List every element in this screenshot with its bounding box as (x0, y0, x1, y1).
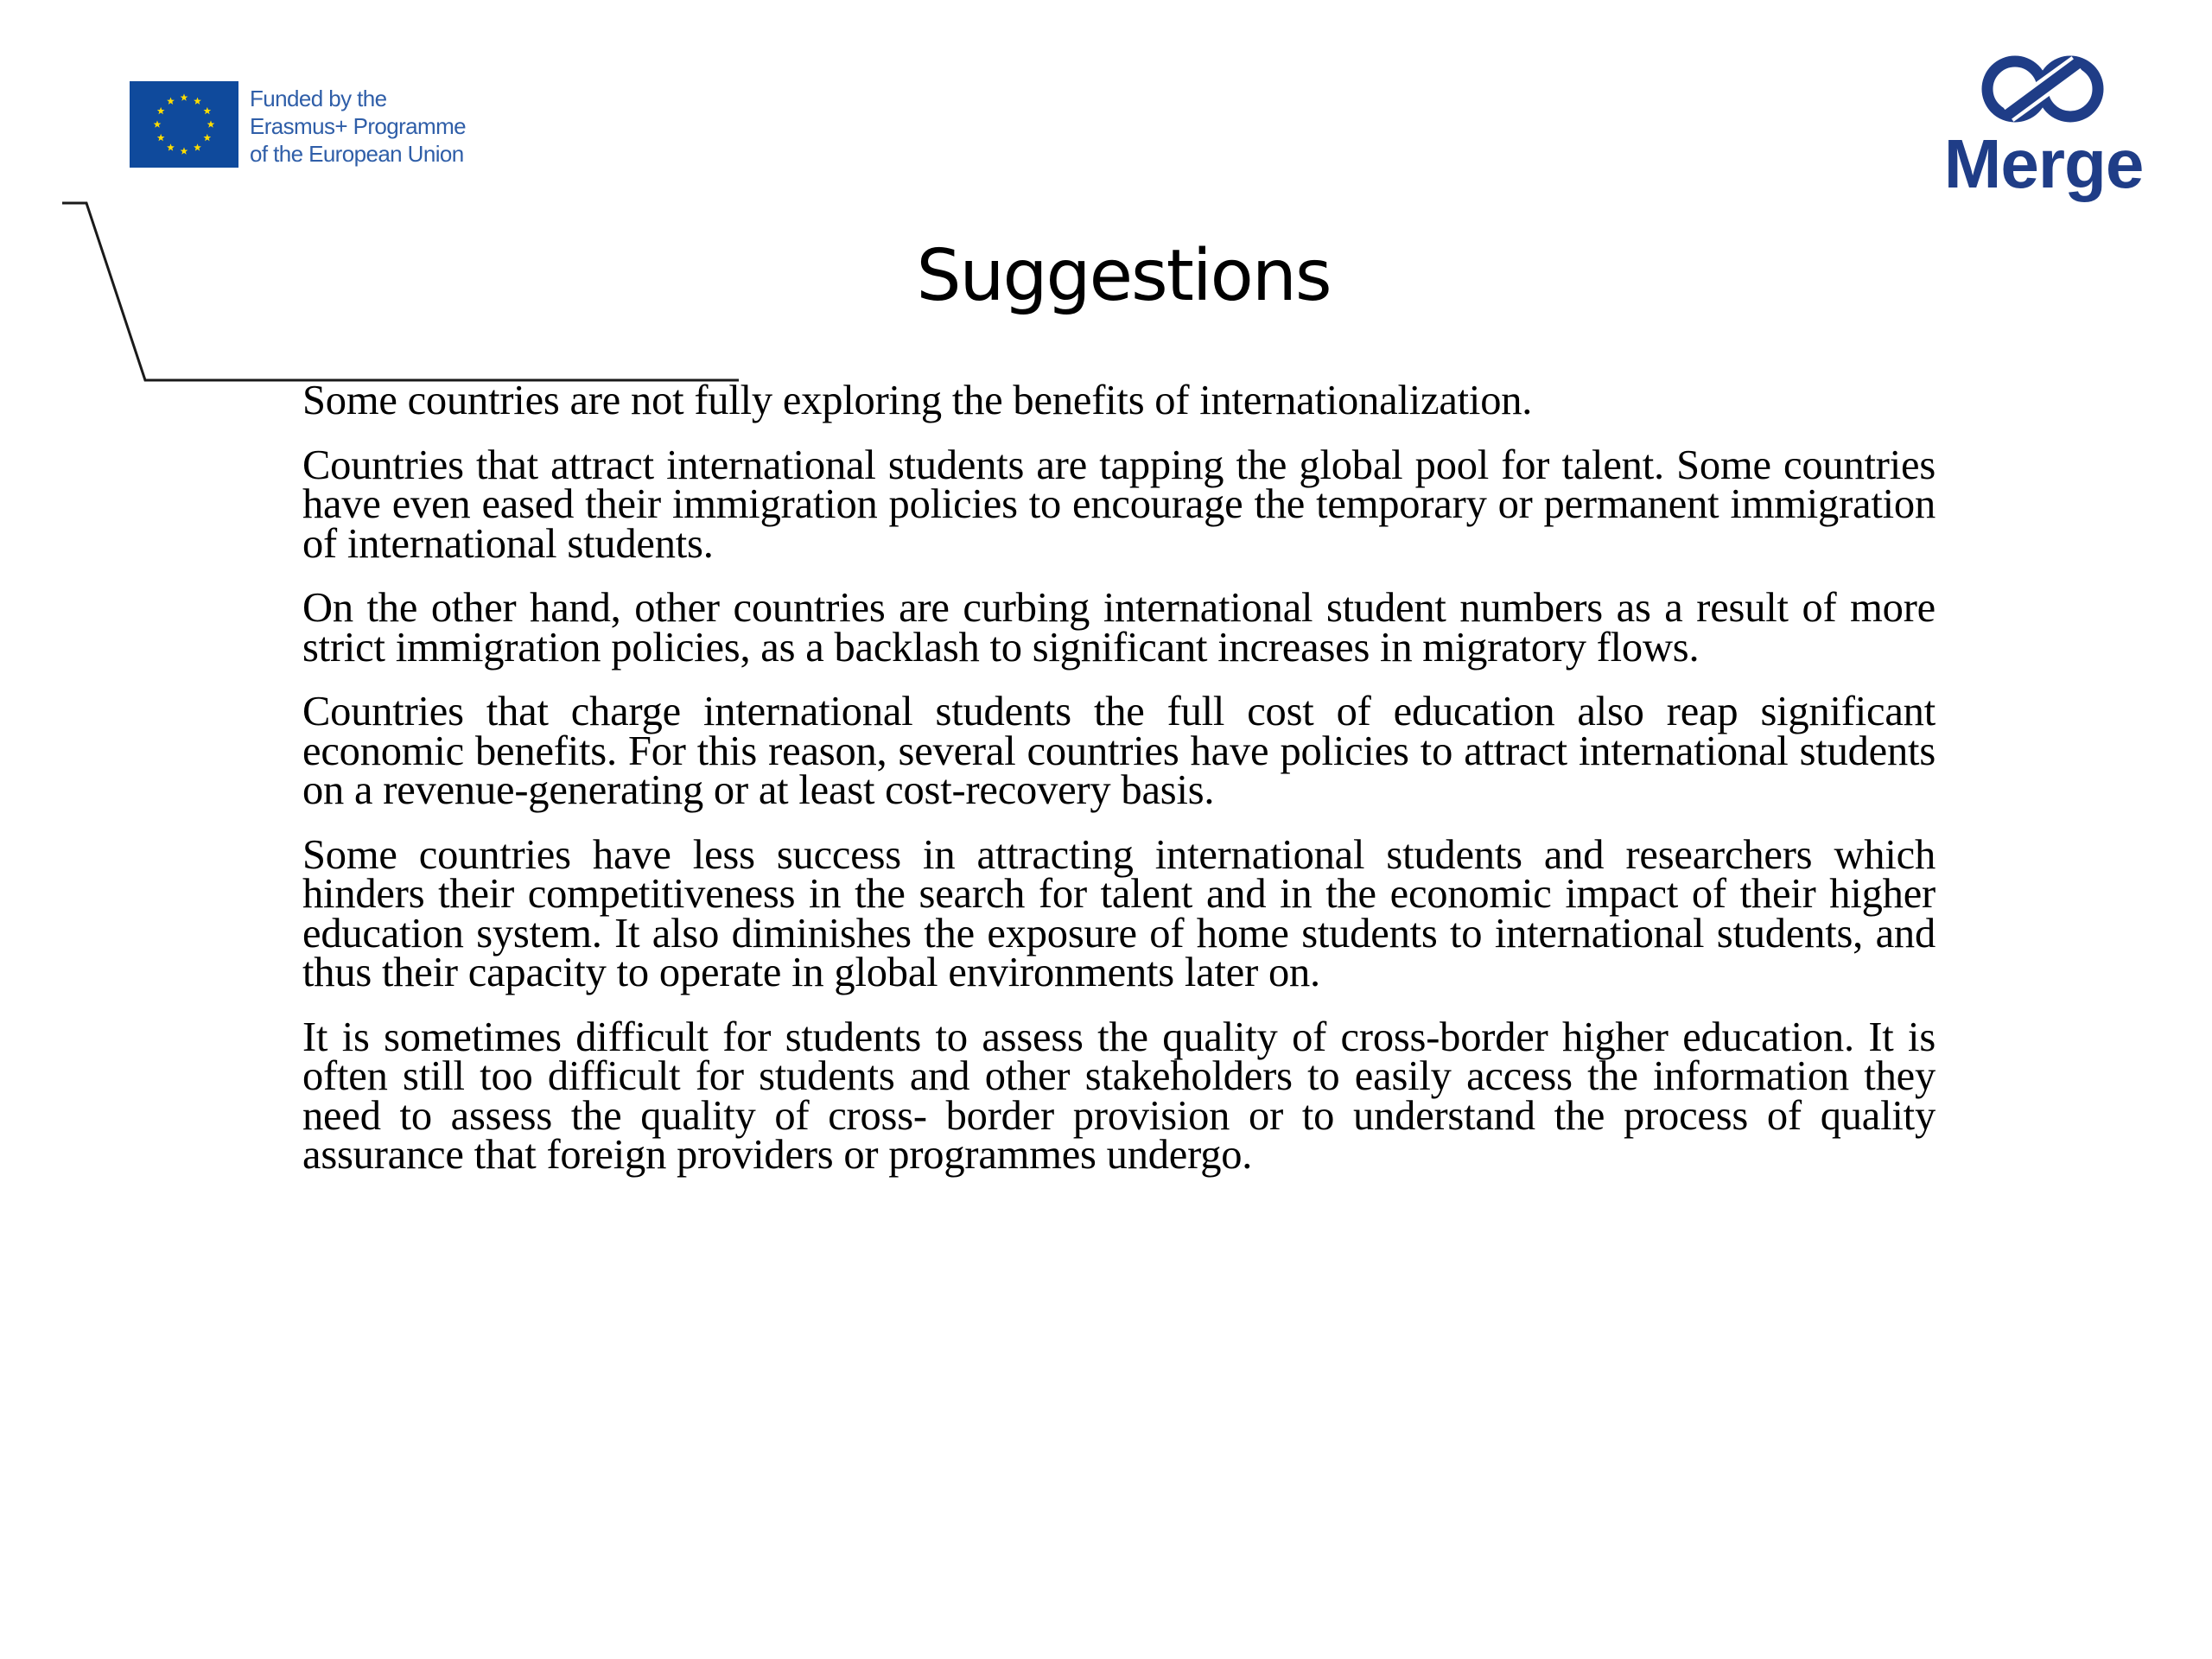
body-paragraph: Some countries have less success in attracting international students and researchers which hinders their competitiveness in the search for talent and in the economic impact of their higher education system. It also diminishes the exposure of home students to international students, and thus their capacity to operate in global environments later on. (302, 831, 1936, 995)
eu-text-line: of the European Union (250, 141, 464, 167)
eu-flag-icon (130, 81, 238, 168)
decorative-bracket-line (0, 0, 778, 397)
eu-text-line: Erasmus+ Programme (250, 113, 466, 139)
body-paragraph: Countries that charge international students the full cost of education also reap significant economic benefits. For this reason, several countries have policies to attract international students on a revenue-generating or at least cost-recovery basis. (302, 689, 1936, 813)
body-paragraph: On the other hand, other countries are curbing international student numbers as a result of more strict immigration policies, as a backlash to significant increases in migratory flows. (302, 585, 1936, 671)
body-paragraph: Some countries are not fully exploring the benefits of internationalization. (302, 378, 1533, 423)
slide-title: Suggestions (916, 235, 1331, 317)
eu-funding-logo (130, 81, 466, 168)
eu-text-line: Funded by the (250, 86, 387, 111)
merge-wordmark: Merge (1943, 125, 2144, 202)
eu-funding-text (250, 85, 466, 168)
slide-body (302, 378, 1936, 1200)
merge-logo (1927, 54, 2160, 218)
body-paragraph: Countries that attract international students are tapping the global pool for talent. Some countries have even eased their immigration policies to encourage the temporary or permanent immigration of international students. (302, 442, 1936, 567)
body-paragraph: It is sometimes difficult for students to assess the quality of cross-border higher education. It is often still too difficult for students and other stakeholders to easily access the information they need to assess the quality of cross- border provision or to understand the process of quality assurance that foreign providers or programmes undergo. (302, 1014, 1936, 1178)
infinity-loop-icon (1980, 54, 2105, 124)
